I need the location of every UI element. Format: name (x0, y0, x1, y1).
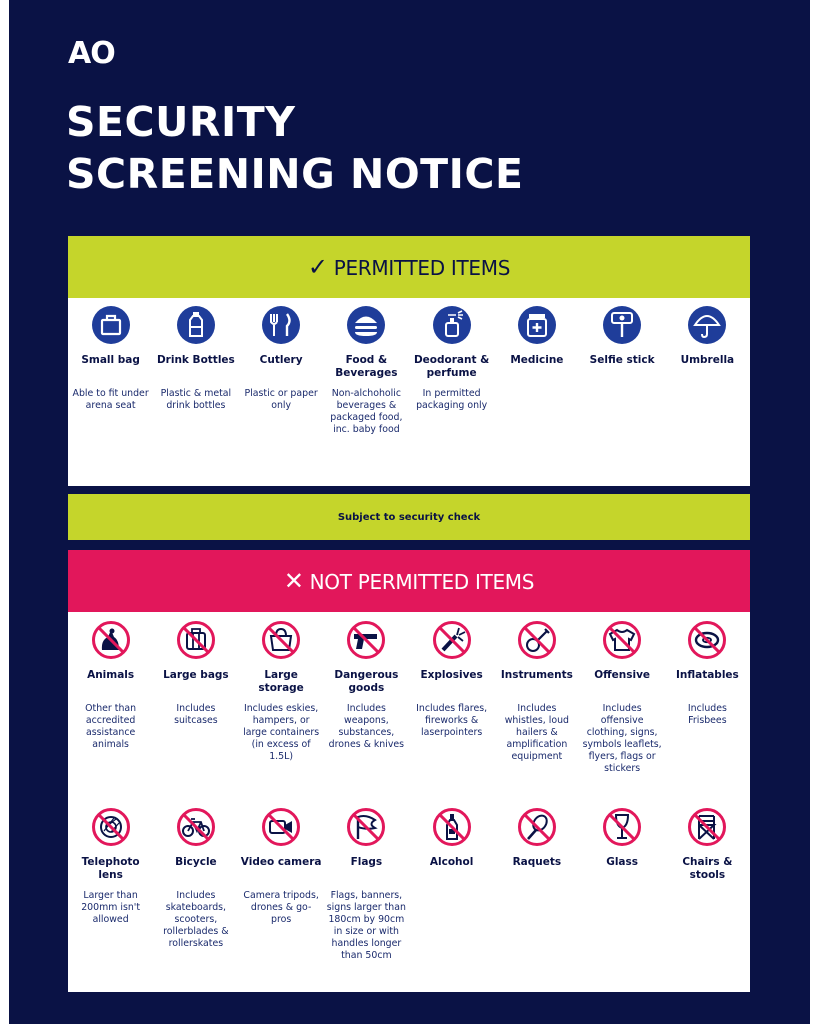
item-label: Glass (606, 856, 639, 868)
bag-icon (92, 306, 130, 344)
item-description: Plastic & metal drink bottles (160, 388, 232, 411)
item-label: Video camera (240, 856, 322, 868)
item-description: Includes suitcases (174, 703, 218, 726)
item-description: Other than accredited assistance animals (85, 703, 137, 750)
large-bag-icon (177, 621, 215, 659)
gun-icon (347, 621, 385, 659)
item-label: Flags (350, 856, 383, 868)
not-permitted-panel (68, 612, 750, 992)
item-description: Plastic or paper only (244, 388, 318, 411)
tshirt-icon (603, 621, 641, 659)
item-racquet (494, 808, 579, 962)
security-check-banner (68, 494, 750, 540)
item-label: Alcohol (429, 856, 474, 868)
storage-icon (262, 621, 300, 659)
title-line-1: SECURITY (66, 98, 296, 146)
item-description: Larger than 200mm isn't allowed (81, 890, 141, 925)
item-tshirt (580, 621, 665, 775)
item-label: Medicine (510, 354, 564, 366)
permitted-panel (68, 298, 750, 486)
item-selfie-stick (580, 306, 665, 436)
item-burger (324, 306, 409, 436)
item-label: Chairs & stools (682, 856, 733, 881)
item-gun (324, 621, 409, 775)
lens-icon (92, 808, 130, 846)
item-label: Cutlery (259, 354, 303, 366)
item-bag (68, 306, 153, 436)
item-label: Umbrella (680, 354, 735, 366)
item-label: Drink Bottles (156, 354, 235, 366)
racquet-icon (518, 808, 556, 846)
medicine-icon (518, 306, 556, 344)
animal-icon (92, 621, 130, 659)
video-camera-icon (262, 808, 300, 846)
item-glass (580, 808, 665, 962)
item-description: Includes weapons, substances, drones & knives (328, 703, 405, 750)
umbrella-icon (688, 306, 726, 344)
item-alcohol (409, 808, 494, 962)
firework-icon (433, 621, 471, 659)
item-label: Animals (87, 669, 135, 681)
item-bottle (153, 306, 238, 436)
item-spray (409, 306, 494, 436)
burger-icon (347, 306, 385, 344)
item-label: Food & Beverages (335, 354, 398, 379)
selfie-stick-icon (603, 306, 641, 344)
item-label: Large bags (163, 669, 229, 681)
item-video-camera (239, 808, 324, 962)
ao-logo: AO (68, 36, 115, 71)
item-description: Flags, banners, signs larger than 180cm by 90cm in size or with handles longer than 50cm (326, 890, 406, 961)
item-description: Includes offensive clothing, signs, symbols leaflets, flyers, flags or stickers (582, 703, 662, 774)
bottle-icon (177, 306, 215, 344)
bicycle-icon (177, 808, 215, 846)
item-label: Inflatables (675, 669, 739, 681)
item-umbrella (665, 306, 750, 436)
not-permitted-heading-text: NOT PERMITTED ITEMS (309, 570, 535, 594)
chair-icon (688, 808, 726, 846)
item-firework (409, 621, 494, 775)
item-guitar (494, 621, 579, 775)
item-description: Includes whistles, loud hailers & amplification equipment (504, 703, 569, 762)
permitted-heading (308, 253, 510, 281)
check-icon: ✓ (307, 253, 328, 281)
item-chair (665, 808, 750, 962)
item-lens (68, 808, 153, 962)
item-inflatable (665, 621, 750, 775)
item-description: Able to fit under arena seat (72, 388, 149, 411)
glass-icon (603, 808, 641, 846)
item-medicine (494, 306, 579, 436)
item-label: Explosives (420, 669, 483, 681)
not-permitted-heading (284, 567, 534, 595)
item-label: Offensive (594, 669, 651, 681)
cross-icon: ✕ (283, 567, 304, 595)
title-line-2: SCREENING NOTICE (66, 150, 524, 198)
inflatable-icon (688, 621, 726, 659)
permitted-grid (68, 298, 750, 436)
guitar-icon (518, 621, 556, 659)
item-label: Bicycle (175, 856, 217, 868)
item-label: Selfie stick (589, 354, 655, 366)
permitted-heading-text: PERMITTED ITEMS (333, 256, 511, 280)
item-label: Deodorant & perfume (413, 354, 490, 379)
flag-icon (347, 808, 385, 846)
item-label: Dangerous goods (334, 669, 399, 694)
item-animal (68, 621, 153, 775)
permitted-header (68, 236, 750, 298)
item-flag (324, 808, 409, 962)
item-bicycle (153, 808, 238, 962)
item-description: Includes Frisbees (687, 703, 727, 726)
security-check-text: Subject to security check (337, 511, 481, 523)
item-description: Non-alchoholic beverages & packaged food, inc. baby food (330, 388, 403, 435)
alcohol-icon (433, 808, 471, 846)
item-description: Includes eskies, hampers, or large containers (in excess of 1.5L) (243, 703, 320, 762)
item-description: Includes flares, fireworks & laserpointers (416, 703, 488, 738)
item-storage (239, 621, 324, 775)
item-description: Camera tripods, drones & go-pros (243, 890, 319, 925)
item-description: Includes skateboards, scooters, rollerblades & rollerskates (163, 890, 229, 949)
cutlery-icon (262, 306, 300, 344)
item-description: In permitted packaging only (416, 388, 488, 411)
not-permitted-row-2 (68, 808, 750, 962)
not-permitted-header (68, 550, 750, 612)
item-label: Telephoto lens (81, 856, 140, 881)
item-label: Small bag (81, 354, 140, 366)
item-cutlery (239, 306, 324, 436)
spray-icon (433, 306, 471, 344)
not-permitted-row-1 (68, 612, 750, 775)
item-large-bag (153, 621, 238, 775)
page-title (66, 96, 524, 200)
item-label: Instruments (500, 669, 573, 681)
item-label: Large storage (258, 669, 304, 694)
item-label: Raquets (512, 856, 562, 868)
